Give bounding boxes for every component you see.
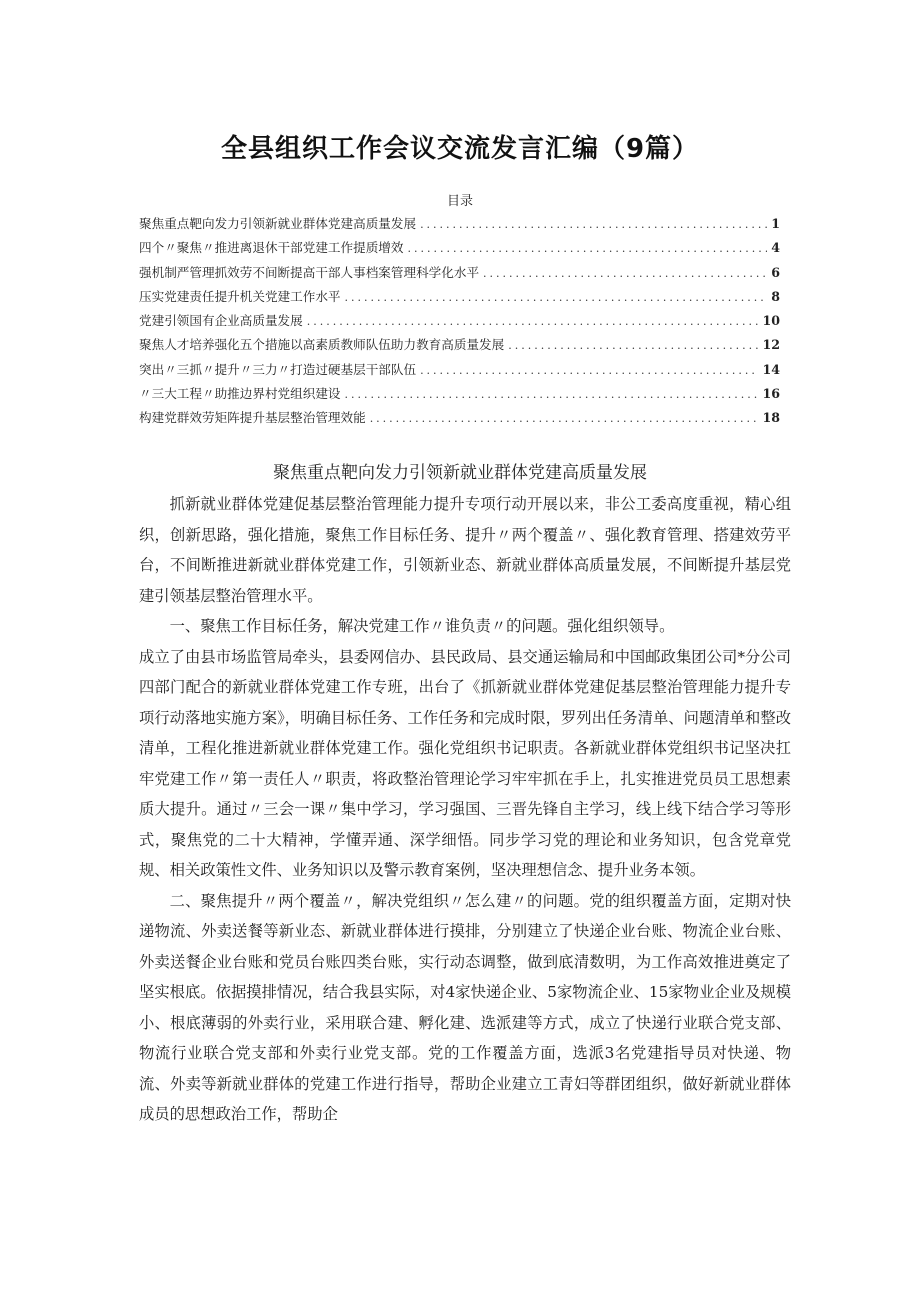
toc-leader-dots: [407, 242, 767, 255]
toc-leader-dots: [483, 267, 767, 280]
toc-entry[interactable]: [139, 213, 780, 237]
article-body: [139, 489, 791, 1130]
section-title: 聚焦重点靶向发力引领新就业群体党建高质量发展: [273, 463, 647, 483]
toc-leader-dots: [370, 412, 759, 425]
body-paragraph: 成立了由县市场监管局牵头，县委网信办、县民政局、县交通运输局和中国邮政集团公司*分公司四部门配合的新就业群体党建工作专班，出台了《抓新就业群体党建促基层整治管理能力提升专项行动落地实施方案》，明确目标任务、工作任务和完成时限，罗列出任务清单、问题清单和整改清单，工程化推进新就业群体党建工作。强化党组织书记职责。各新就业群体党组织书记坚决扛牢党建工作〃第一责任人〃职责，将政整治管理论学习牢牢抓在手上，扎实推进党员员工思想素质大提升。通过〃三会一课〃集中学习，学习强国、三晋先锋自主学习，线上线下结合学习等形式，聚焦党的二十大精神，学懂弄通、深学细悟。同步学习党的理论和业务知识，包含党章党规、相关政策性文件、业务知识以及警示教育案例，坚决理想信念、提升业务本领。: [139, 647, 791, 879]
toc-entry[interactable]: [139, 262, 780, 286]
toc-entry[interactable]: [139, 383, 780, 407]
toc-heading: 目录: [446, 194, 473, 209]
toc-leader-dots: [345, 291, 768, 304]
toc-leader-dots: [345, 388, 759, 401]
toc-entry-page: 1: [771, 216, 780, 231]
toc-leader-dots: [508, 339, 758, 352]
toc-leader-dots: [420, 364, 758, 377]
toc-entry[interactable]: [139, 407, 780, 431]
toc-entry-title: 聚焦人才培养强化五个措施以高素质教师队伍助力教育高质量发展: [139, 337, 505, 353]
toc-entry-page: 18: [762, 410, 780, 426]
toc-entry-title: 〃三大工程〃助推边界村党组织建设: [139, 386, 341, 402]
toc-entry-page: 8: [771, 288, 780, 304]
toc-entry-page: 6: [771, 264, 780, 280]
body-paragraph: 抓新就业群体党建促基层整治管理能力提升专项行动开展以来，非公工委高度重视，精心组织，创新思路，强化措施，聚焦工作目标任务、提升〃两个覆盖〃、强化教育管理、搭建效劳平台，不间断推进新就业群体党建工作，引领新业态、新就业群体高质量发展，不间断提升基层党建引领基层整治管理水平。: [139, 495, 791, 605]
toc-entry-title: 聚焦重点靶向发力引领新就业群体党建高质量发展: [139, 216, 417, 231]
toc-entry[interactable]: [139, 334, 780, 358]
toc-entry-title: 突出〃三抓〃提升〃三力〃打造过硬基层干部队伍: [139, 361, 417, 377]
toc-entry-title: 强机制严管理抓效劳不间断提高干部人事档案管理科学化水平: [139, 264, 480, 280]
table-of-contents: [139, 213, 780, 432]
toc-entry[interactable]: [139, 310, 780, 334]
toc-entry-title: 构建党群效劳矩阵提升基层整治管理效能: [139, 410, 366, 426]
toc-entry-page: 12: [762, 337, 780, 353]
toc-leader-dots: [307, 315, 759, 328]
toc-entry-page: 10: [762, 313, 780, 329]
toc-entry-page: 14: [762, 361, 780, 377]
document-title: 全县组织工作会议交流发言汇编（9篇）: [220, 134, 700, 164]
toc-leader-dots: [420, 218, 767, 231]
toc-entry[interactable]: [139, 237, 780, 261]
toc-entry[interactable]: [139, 359, 780, 383]
toc-entry[interactable]: [139, 286, 780, 310]
toc-entry-title: 党建引领国有企业高质量发展: [139, 313, 303, 329]
toc-entry-page: 16: [762, 386, 780, 402]
toc-entry-page: 4: [771, 240, 780, 256]
body-paragraph: 一、聚焦工作目标任务，解决党建工作〃谁负责〃的问题。强化组织领导。: [169, 617, 675, 635]
toc-entry-title: 压实党建责任提升机关党建工作水平: [139, 288, 341, 304]
toc-entry-title: 四个〃聚焦〃推进离退休干部党建工作提质增效: [139, 240, 404, 256]
body-paragraph: 二、聚焦提升〃两个覆盖〃，解决党组织〃怎么建〃的问题。党的组织覆盖方面，定期对快递物流、外卖送餐等新业态、新就业群体进行摸排，分别建立了快递企业台账、物流企业台账、外卖送餐企业台账和党员台账四类台账，实行动态调整，做到底清数明，为工作高效推进奠定了坚实根底。依据摸排情况，结合我县实际，对4家快递企业、5家物流企业、15家物业企业及规模小、根底薄弱的外卖行业，采用联合建、孵化建、选派建等方式，成立了快递行业联合党支部、物流行业联合党支部和外卖行业党支部。党的工作覆盖方面，选派3名党建指导员对快递、物流、外卖等新就业群体的党建工作进行指导，帮助企业建立工青妇等群团组织，做好新就业群体成员的思想政治工作，帮助企: [139, 891, 791, 1123]
